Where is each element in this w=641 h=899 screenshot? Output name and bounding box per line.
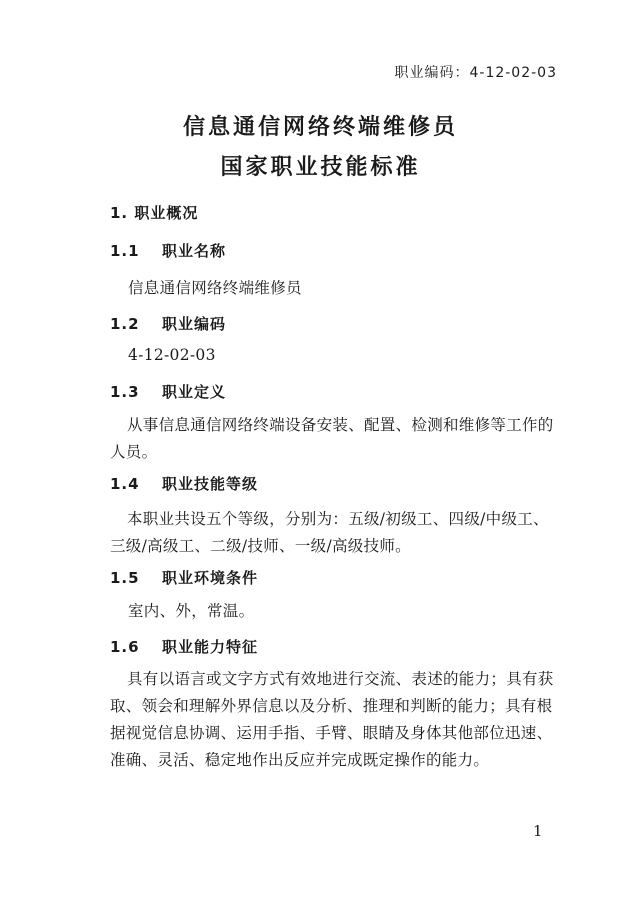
section-1-1-content: 信息通信网络终端维修员 [128,279,302,297]
section-1-1-number: 1.1 [110,242,140,260]
section-1-4-number: 1.4 [110,475,140,493]
page-number: 1 [533,822,543,840]
section-1-6-number: 1.6 [110,638,140,656]
section-1-2-content: 4-12-02-03 [128,346,216,364]
section-1-6-heading [110,636,258,657]
section-1-6-content: 具有以语言或文字方式有效地进行交流、表述的能力；具有获取、领会和理解外界信息以及分析、推理和判断的能力；具有根据视觉信息协调、运用手指、手臂、眼睛及身体其他部位迅速、准确、灵活、稳定地作出反应并完成既定操作的能力。 [110,670,554,769]
section-1-5-title: 职业环境条件 [162,569,259,587]
section-1-5-content: 室内、外，常温。 [128,602,255,620]
title-line-2: 国家职业技能标准 [220,155,421,180]
section-1-5-number: 1.5 [110,569,140,587]
section-1-5-heading [110,567,258,588]
section-1-3-number: 1.3 [110,383,140,401]
occupation-code-header: 职业编码：4-12-02-03 [394,65,557,81]
section-1-1-heading [110,240,226,261]
section-1-6-title: 职业能力特征 [162,638,259,656]
section-1-2-number: 1.2 [110,315,140,333]
section-1-3-title: 职业定义 [162,383,227,401]
section-1-2-title: 职业编码 [162,315,227,333]
section-1-4-heading [110,473,258,494]
section-1-4-title: 职业技能等级 [162,475,259,493]
section-1-4-content: 本职业共设五个等级，分别为：五级/初级工、四级/中级工、三级/高级工、二级/技师、一级/高级技师。 [110,510,549,555]
title-line-1: 信息通信网络终端维修员 [182,115,458,140]
section-1-heading: 1. 职业概况 [110,204,199,222]
section-1-3-heading [110,381,226,402]
document-title [0,112,641,184]
section-1-3-content: 从事信息通信网络终端设备安装、配置、检测和维修等工作的人员。 [110,416,554,461]
section-1-1-title: 职业名称 [162,242,227,260]
section-1-2-heading [110,313,226,334]
